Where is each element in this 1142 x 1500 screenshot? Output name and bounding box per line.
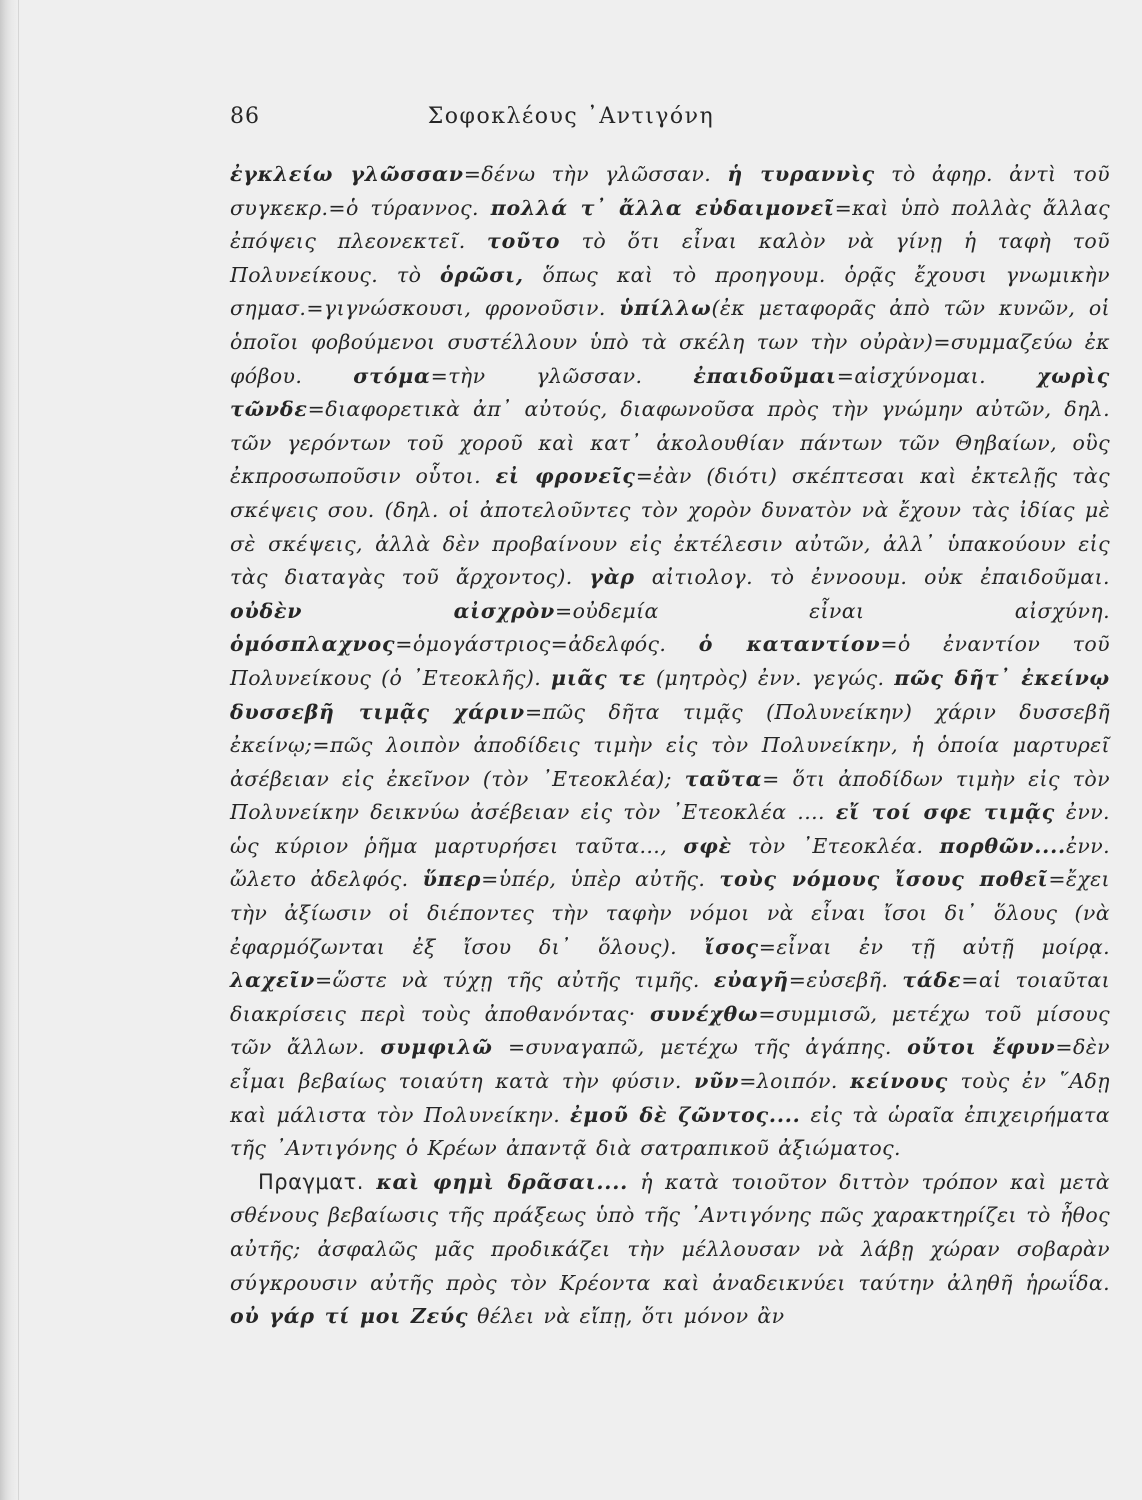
gloss: ἐνν. ὡς κύριον ῥῆμα μαρτυρήσει ταῦτα..., [230, 800, 1110, 858]
gloss: ὅπως καὶ τὸ προηγουμ. ὁρᾷς ἔχουσι γνωμικὴν σημασ.=γιγνώσκουσι, φρονοῦσιν. [230, 262, 1110, 321]
lemma: πολλά τ᾿ ἄλλα εὐδαιμονεῖ [490, 195, 835, 220]
gloss: =εἶναι ἐν τῇ αὐτῇ μοίρᾳ. [758, 934, 1110, 959]
gloss: (ἐκ μεταφορᾶς ἀπὸ τῶν κυνῶν, οἱ ὁποῖοι φοβούμενοι συστέλλουν ὑπὸ τὰ σκέλη των τὴν οὐρὰν)=συμμαζεύω ἐκ φόβου. [230, 296, 1110, 388]
lemma: τάδε [902, 968, 962, 993]
gloss: τὸ ἀφηρ. ἀντὶ τοῦ συγκεκρ.=ὁ τύραννος. [230, 162, 1110, 220]
lemma: ἐμοῦ δὲ ζῶντος.... [570, 1102, 801, 1127]
gloss: =διαφορετικὰ ἀπ᾿ αὐτούς, διαφωνοῦσα πρὸς τὴν γνώμην αὐτῶν, δηλ. τῶν γερόντων τοῦ χοροῦ καὶ κατ᾿ ἀκολουθίαν πάντων τῶν Θηβαίων, οὓς ἐκπροσωποῦσιν οὗτοι. [230, 397, 1110, 489]
lemma: ὕπερ [422, 867, 482, 892]
lemma: τοῦτο [487, 229, 561, 254]
gloss: =ὥστε νὰ τύχῃ τῆς αὐτῆς τιμῆς. [315, 968, 714, 993]
gloss: =ὁ ἐναντίον τοῦ Πολυνείκους (ὁ ᾿Ετεοκλῆς). [230, 632, 1110, 690]
lemma: οὔτοι ἔφυν [907, 1035, 1056, 1060]
gloss: =αἱ τοιαῦται διακρίσεις περὶ τοὺς ἀποθανόντας· [230, 968, 1111, 1026]
gloss: =αἰσχύνομαι. [836, 363, 1037, 388]
lemma: νῦν [694, 1069, 740, 1094]
lemma: καὶ φημὶ δρᾶσαι.... [376, 1169, 629, 1194]
lemma: ἐπαιδοῦμαι [693, 363, 837, 388]
gloss: =λοιπόν. [739, 1069, 851, 1094]
gloss: =ἐὰν (διότι) σκέπτεσαι καὶ ἐκτελῇς τὰς σκέψεις σου. (δηλ. οἱ ἀποτελοῦντες τὸν χορὸν δυνατὸν νὰ ἔχουν τὰς ἰδίας μὲ σὲ σκέψεις, ἀλλὰ δὲν προβαίνουν εἰς ἐκτέλεσιν αὐτῶν, ἀλλ᾿ ὑπακούουν εἰς τὰς διαταγὰς τοῦ ἄρχοντος). [230, 464, 1110, 590]
lemma: ταῦτα [684, 766, 763, 791]
lemma: χωρὶς τῶνδε [230, 363, 1110, 422]
lemma: ὁρῶσι, [440, 262, 524, 287]
page-number: 86 [230, 104, 260, 129]
lemma: εἴ τοί σφε τιμᾷς [835, 800, 1055, 825]
gloss: =συμμισῶ, μετέχω τοῦ μίσους τῶν ἄλλων. [230, 1001, 1111, 1060]
gloss: =δὲν εἶμαι βεβαίως τοιαύτη κατὰ τὴν φύσιν. [230, 1035, 1110, 1094]
lemma: συνέχθω [650, 1001, 759, 1026]
paragraph-pragmat [230, 1166, 1110, 1334]
gloss: =ὁμογάστριος=ἀδελφός. [395, 632, 699, 657]
lemma: οὐδὲν αἰσχρὸν [230, 598, 556, 623]
gloss: τὸν ᾿Ετεοκλέα. [731, 833, 940, 858]
gloss: εἰς τὰ ὡραῖα ἐπιχειρήματα τῆς ᾿Αντιγόνης ὁ Κρέων ἀπαντᾷ διὰ σατραπικοῦ ἀξιώματος. [230, 1102, 1110, 1161]
gloss: αἰτιολογ. τὸ ἐννοουμ. οὐκ ἐπαιδοῦμαι. [634, 565, 1110, 590]
paragraph-commentary [230, 158, 1110, 1166]
gloss: =τὴν γλῶσσαν. [430, 363, 694, 388]
lemma: πῶς δῆτ᾿ ἐκείνῳ δυσσεβῆ τιμᾷς χάριν [230, 665, 1110, 724]
gloss: =δένω τὴν γλῶσσαν. [463, 162, 728, 186]
gloss: =συναγαπῶ, μετέχω τῆς ἀγάπης. [492, 1035, 908, 1060]
lemma: ὁμόσπλαχνος [230, 632, 396, 657]
lemma: τοὺς νόμους ἴσους ποθεῖ [719, 867, 1049, 892]
lemma: ὑπίλλω [619, 296, 712, 321]
lemma: κείνους [850, 1069, 949, 1094]
page-edge-shadow [0, 0, 19, 1500]
lemma: οὐ γάρ τί μοι Ζεύς [230, 1304, 469, 1329]
gloss: =οὐδεμία εἶναι αἰσχύνη. [555, 598, 1110, 623]
gloss: = ὅτι ἀποδίδων τιμὴν εἰς τὸν Πολυνείκην δεικνύω ἀσέβειαν εἰς τὸν ᾿Ετεοκλέα .... [230, 766, 1110, 825]
lemma: μιᾶς τε [551, 665, 647, 690]
page-header [0, 104, 1142, 144]
lemma: γὰρ [589, 565, 635, 590]
gloss: τοὺς ἐν ῞Αδῃ καὶ μάλιστα τὸν Πολυνείκην. [230, 1069, 1110, 1127]
gloss: ἡ κατὰ τοιοῦτον διττὸν τρόπον καὶ μετὰ σθένους βεβαίωσις τῆς πράξεως ὑπὸ τῆς ᾿Αντιγόνης πῶς χαρακτηρίζει τὸ ἦθος αὐτῆς; ἀσφαλῶς μᾶς προδικάζει τὴν μέλλουσαν νὰ λάβῃ χώραν σοβαρὰν σύγκρουσιν αὐτῆς πρὸς τὸν Κρέοντα καὶ ἀναδεικνύει ταύτην ἀληθῆ ἡρωΐδα. [230, 1169, 1110, 1295]
lemma: στόμα [353, 363, 431, 388]
commentary-body [230, 158, 1110, 1334]
gloss: =πῶς δῆτα τιμᾷς (Πολυνείκην) χάριν δυσσεβῆ ἐκείνῳ;=πῶς λοιπὸν ἀποδίδεις τιμὴν εἰς τὸν Πολυνείκην, ἡ ὁποία μαρτυρεῖ ἀσέβειαν εἰς ἐκεῖνον (τὸν ᾿Ετεοκλέα); [230, 699, 1111, 791]
lemma: ἴσος [704, 934, 759, 959]
section-label: Πραγματ. [258, 1169, 377, 1194]
lemma: ἐγκλείω γλῶσσαν [230, 162, 464, 186]
gloss: =καὶ ὑπὸ πολλὰς ἄλλας ἐπόψεις πλεονεκτεῖ. [230, 195, 1111, 254]
lemma: εὐαγῆ [713, 968, 789, 993]
lemma: σφὲ [683, 833, 732, 858]
gloss: =εὐσεβῆ. [788, 968, 903, 993]
gloss: (μητρὸς) ἐνν. γεγώς. [646, 665, 895, 690]
lemma: συμφιλῶ [380, 1035, 493, 1060]
gloss: =ἔχει τὴν ἀξίωσιν οἱ διέποντες τὴν ταφὴν νόμοι νὰ εἶναι ἴσοι δι᾿ ὅλους (νὰ ἐφαρμόζωνται ἐξ ἴσου δι᾿ ὅλους). [230, 867, 1110, 959]
lemma: πορθῶν.... [939, 833, 1066, 858]
running-title: Σοφοκλέους ᾿Αντιγόνη [427, 104, 715, 129]
gloss: =ὑπέρ, ὑπὲρ αὐτῆς. [481, 867, 720, 892]
gloss: ἐνν. ὤλετο ἀδελφός. [230, 833, 1110, 892]
lemma: ἡ τυραννὶς [727, 162, 875, 186]
gloss: τὸ ὅτι εἶναι καλὸν νὰ γίνῃ ἡ ταφὴ τοῦ Πολυνείκους. τὸ [230, 229, 1110, 287]
lemma: λαχεῖν [230, 968, 316, 993]
gloss: θέλει νὰ εἴπῃ, ὅτι μόνον ἂν [468, 1304, 785, 1329]
lemma: εἰ φρονεῖς [495, 464, 636, 489]
lemma: ὁ καταντίον [698, 632, 881, 657]
